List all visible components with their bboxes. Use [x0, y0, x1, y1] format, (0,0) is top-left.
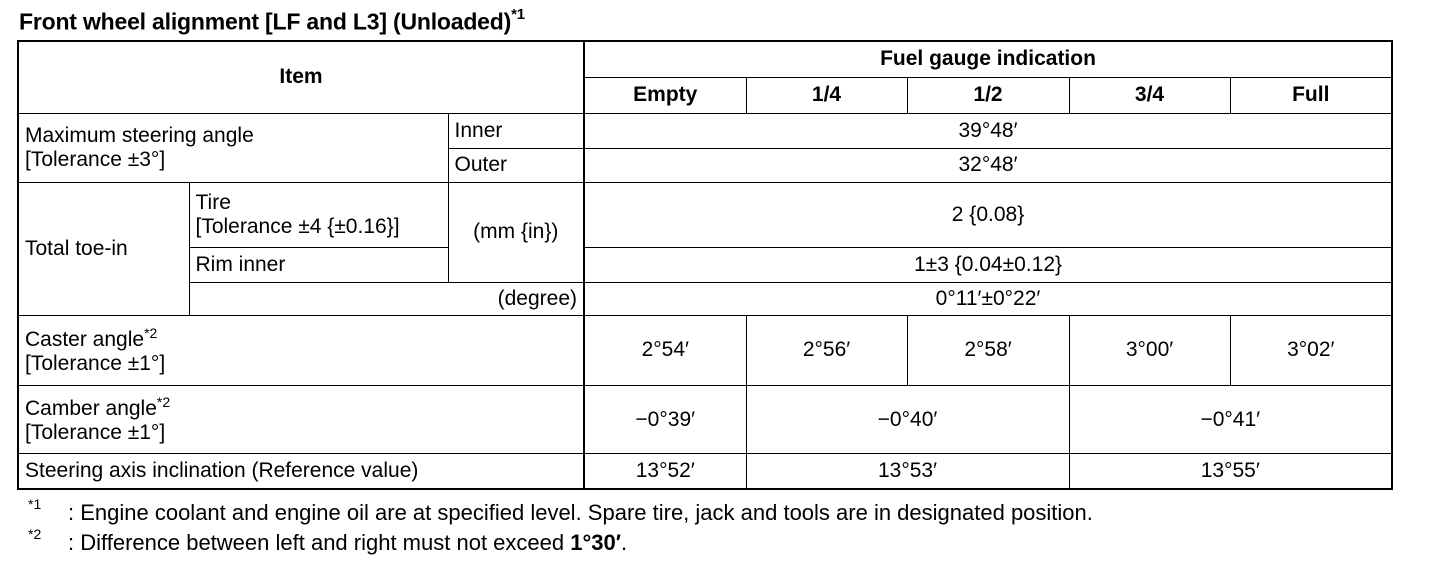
caster-empty-value: 2°54′ — [584, 315, 746, 385]
unit-mm-label: (mm {in}) — [448, 183, 584, 282]
item-header: Item — [18, 41, 584, 113]
level-quarter-header: 1/4 — [746, 77, 907, 113]
footnote-1-mark — [28, 496, 68, 527]
alignment-table — [17, 40, 1393, 490]
camber-label-line2: [Tolerance ±1°] — [25, 421, 166, 445]
caster-row — [18, 315, 1392, 385]
toe-in-tire-row — [18, 183, 1392, 248]
degree-toe-value: 0°11′±0°22′ — [584, 282, 1392, 315]
max-steering-label — [18, 113, 448, 182]
title-footnote-mark: *1 — [511, 6, 525, 23]
max-steering-label-line1: Maximum steering angle — [25, 123, 254, 147]
caster-label-line1: Caster angle — [25, 327, 145, 351]
steering-axis-row — [18, 454, 1392, 489]
max-steering-label-line2: [Tolerance ±3°] — [25, 147, 166, 171]
camber-empty-value: −0°39′ — [584, 385, 746, 453]
steering-axis-label: Steering axis inclination (Reference value) — [18, 454, 584, 489]
unit-degree-label: (degree) — [189, 282, 584, 315]
rim-inner-value: 1±3 {0.04±0.12} — [584, 248, 1392, 282]
toe-in-rim-row — [18, 248, 1392, 282]
camber-quarter-half-value: −0°40′ — [746, 385, 1069, 453]
footnote-1-mark-text: *1 — [28, 496, 42, 512]
camber-footnote-mark: *2 — [156, 393, 171, 410]
footnote-1 — [28, 496, 1093, 530]
caster-three-quarter-value: 3°00′ — [1069, 315, 1230, 385]
level-three-quarter-header: 3/4 — [1069, 77, 1230, 113]
toe-in-degree-row — [18, 282, 1392, 315]
steering-axis-three-quarter-full-value: 13°55′ — [1069, 454, 1392, 489]
toe-in-label: Total toe-in — [18, 183, 189, 316]
level-empty-header: Empty — [584, 77, 746, 113]
outer-label: Outer — [448, 148, 584, 182]
footnote-2-bold-value: 1°30′ — [570, 530, 621, 555]
camber-three-quarter-full-value: −0°41′ — [1069, 385, 1392, 453]
steering-axis-empty-value: 13°52′ — [584, 454, 746, 489]
fuel-gauge-header: Fuel gauge indication — [584, 41, 1392, 77]
max-steering-inner-row — [18, 113, 1392, 148]
outer-value: 32°48′ — [584, 148, 1392, 182]
caster-label — [18, 315, 584, 385]
camber-label-line1: Camber angle — [25, 396, 157, 420]
camber-row — [18, 385, 1392, 453]
caster-quarter-value: 2°56′ — [746, 315, 907, 385]
footnotes — [28, 496, 1093, 560]
tire-toe-value: 2 {0.08} — [584, 183, 1392, 248]
caster-full-value: 3°02′ — [1230, 315, 1392, 385]
header-row-1 — [18, 41, 1392, 77]
footnote-1-text: : Engine coolant and engine oil are at specified level. Spare tire, jack and tools are in designated position. — [68, 500, 1093, 525]
footnote-2 — [28, 526, 1093, 560]
tire-label — [189, 183, 448, 248]
steering-axis-quarter-half-value: 13°53′ — [746, 454, 1069, 489]
caster-half-value: 2°58′ — [907, 315, 1069, 385]
caster-footnote-mark: *2 — [144, 324, 158, 341]
title-text: Front wheel alignment [LF and L3] (Unloaded) — [19, 8, 512, 35]
level-full-header: Full — [1230, 77, 1392, 113]
page-title — [19, 8, 525, 36]
inner-label: Inner — [448, 113, 584, 148]
rim-inner-label: Rim inner — [189, 248, 448, 282]
camber-label — [18, 385, 584, 453]
footnote-2-mark-text: *2 — [28, 526, 42, 542]
footnote-2-mark — [28, 526, 68, 557]
tire-label-line2: [Tolerance ±4 {±0.16}] — [195, 215, 400, 239]
caster-label-line2: [Tolerance ±1°] — [25, 351, 166, 375]
inner-value: 39°48′ — [584, 113, 1392, 148]
tire-label-line1: Tire — [195, 191, 231, 215]
level-half-header: 1/2 — [907, 77, 1069, 113]
footnote-2-after: . — [621, 530, 628, 555]
footnote-2-text: : Difference between left and right must not exceed — [68, 530, 571, 555]
